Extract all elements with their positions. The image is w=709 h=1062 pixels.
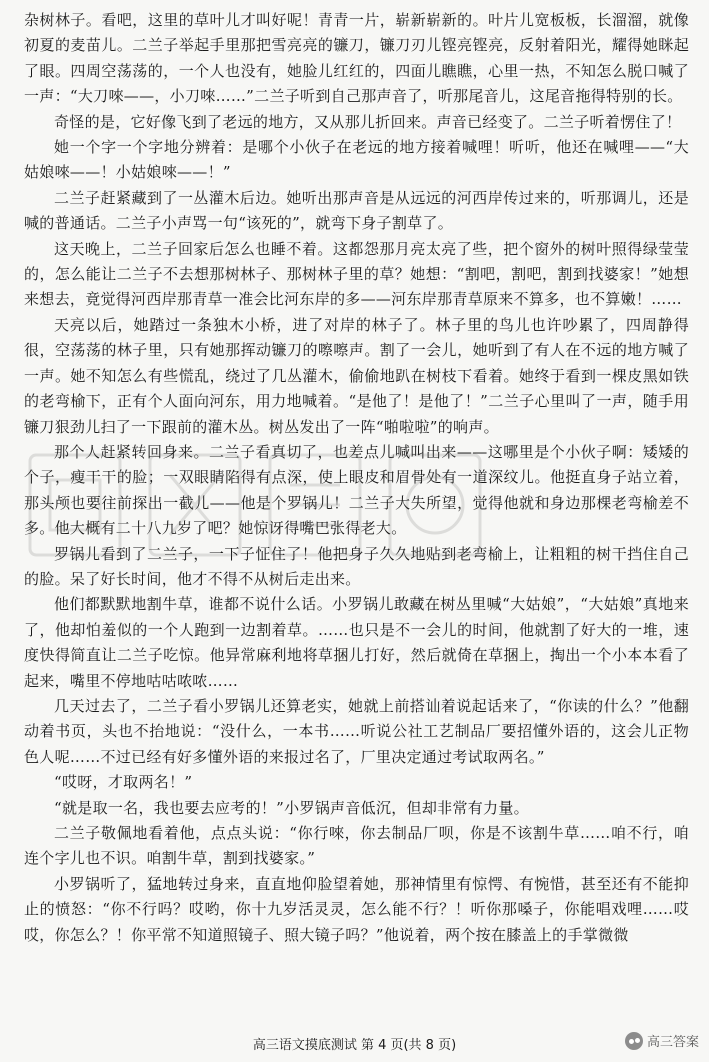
paragraph-9: 他们都默默地割牛草，谁都不说什么话。小罗锅儿敢藏在树丛里喊“大姑娘”，“大姑娘”真地来了，他却怕羞似的一个人跑到一边割着草。……也只是不一会儿的时间，他就割了好大的一堆，速度快得简直让二兰子吃惊。他异常麻利地将草捆儿打好，然后就倚在草捆上，掏出一个小本本看了起来，嘴里不停地咕咕哝哝…… [24,595,689,690]
paragraph-4: 二兰子赶紧藏到了一丛灌木后边。她听出那声音是从远远的河西岸传过来的，听那调儿，还是喊的普通话。二兰子小声骂一句“该死的”，就弯下身子割草了。 [24,188,689,233]
paragraph-8: 罗锅儿看到了二兰子，一下子怔住了！他把身子久久地贴到老弯榆上，让粗粗的树干挡住自己的脸。呆了好长时间，他才不得不从树后走出来。 [24,544,689,588]
wechat-icon [625,1032,643,1050]
paragraph-11: “哎呀，才取两名！” [54,773,193,792]
brand-label: 高三答案 [646,1035,699,1050]
paragraph-2: 奇怪的是，它好像飞到了老远的地方，又从那儿折回来。声音已经变了。二兰子听着愣住了！ [54,112,682,131]
paragraph-3: 她一个字一个字地分辨着：是哪个小伙子在老远的地方接着喊哩！听听，他还在喊哩——“大姑娘唻——！小姑娘唻——！” [24,138,689,182]
paragraph-1: 杂树林子。看吧，这里的草叶儿才叫好呢！青青一片，崭新崭新的。叶片儿宽板板，长溜溜，就像初夏的麦苗儿。二兰子举起手里那把雪亮亮的镰刀，镰刀刃儿铿亮铿亮，反射着阳光，耀得她眯起了眼。四周空荡荡的，一个人也没有，她脸儿红红的，四面儿瞧瞧，心里一热，不知怎么脱口喊了一声：“大刀唻——，小刀唻……”二兰子听到自己那声音了，听那尾音儿，这尾音拖得特别的长。 [24,11,689,106]
paragraph-6: 天亮以后，她踏过一条独木小桥，进了对岸的林子了。林子里的鸟儿也许吵累了，四周静得很，空荡荡的林子里，只有她那挥动镰刀的嚓嚓声。割了一会儿，她听到了有人在不远的地方喊了一声。她不知怎么有些慌乱，绕过了几丛灌木，偷偷地趴在树枝下看着。她终于看到一棵皮黑如铁的老弯榆下，正有个人面向河东，用力地喊着。“是他了！是他了！”二兰子心里叫了一声，随手用镰刀狠劲儿扫了一下跟前的灌木丛。树丛发出了一阵“啪啦啦”的响声。 [24,315,689,436]
brand-watermark [625,1031,699,1050]
paragraph-14: 小罗锅听了，猛地转过身来，直直地仰脸望着她，那神情里有惊愕、有惋惜，甚至还有不能抑止的愤怒：“你不行吗？哎哟，你十九岁活灵灵，怎么能不行？！听你那嗓子，你能唱戏哩……哎哎，你怎么？！你平常不知道照镜子、照大镜子吗？”他说着，两个按在膝盖上的手掌微微 [24,874,689,944]
paragraph-13: 二兰子敬佩地看着他，点点头说：“你行唻，你去制品厂呗，你是不该割牛草……咱不行，咱连个字儿也不识。咱割牛草，割到找婆家。” [24,824,689,868]
page-footer: 高三语文摸底测试 第 4 页(共 8 页) [252,1038,457,1053]
paragraph-10: 几天过去了，二兰子看小罗锅儿还算老实，她就上前搭讪着说起话来了，“你读的什么？”他翻动着书页，头也不抬地说：“没什么，一本书……听说公社工艺制品厂要招懂外语的，这会儿正物色人呢……不过已经有好多懂外语的来报过名了，厂里决定通过考试取两名。” [24,696,689,766]
paragraph-5: 这天晚上，二兰子回家后怎么也睡不着。这都怨那月亮太亮了些，把个窗外的树叶照得绿莹莹的，怎么能让二兰子不去想那树林子、那树林子里的草？她想：“割吧，割吧，割到找婆家！”她想来想去，竟觉得河西岸那青草一准会比河东岸的多——河东岸那青草原来不算多，也不算嫩！…… [24,239,689,309]
paragraph-12: “就是取一名，我也要去应考的！”小罗锅声音低沉，但却非常有力量。 [54,798,529,817]
paragraph-7: 那个人赶紧转回身来。二兰子看真切了，也差点儿喊叫出来——这哪里是个小伙子啊：矮矮的个子，瘦干干的脸；一双眼睛陷得有点深，使上眼皮和眉骨处有一道深纹儿。他挺直身子站立着，那头颅也要往前探出一截儿——他是个罗锅儿！二兰子大失所望，觉得他就和身边那棵老弯榆差不多。他大概有二十八九岁了吧？她惊讶得嘴巴张得老大。 [24,442,689,538]
